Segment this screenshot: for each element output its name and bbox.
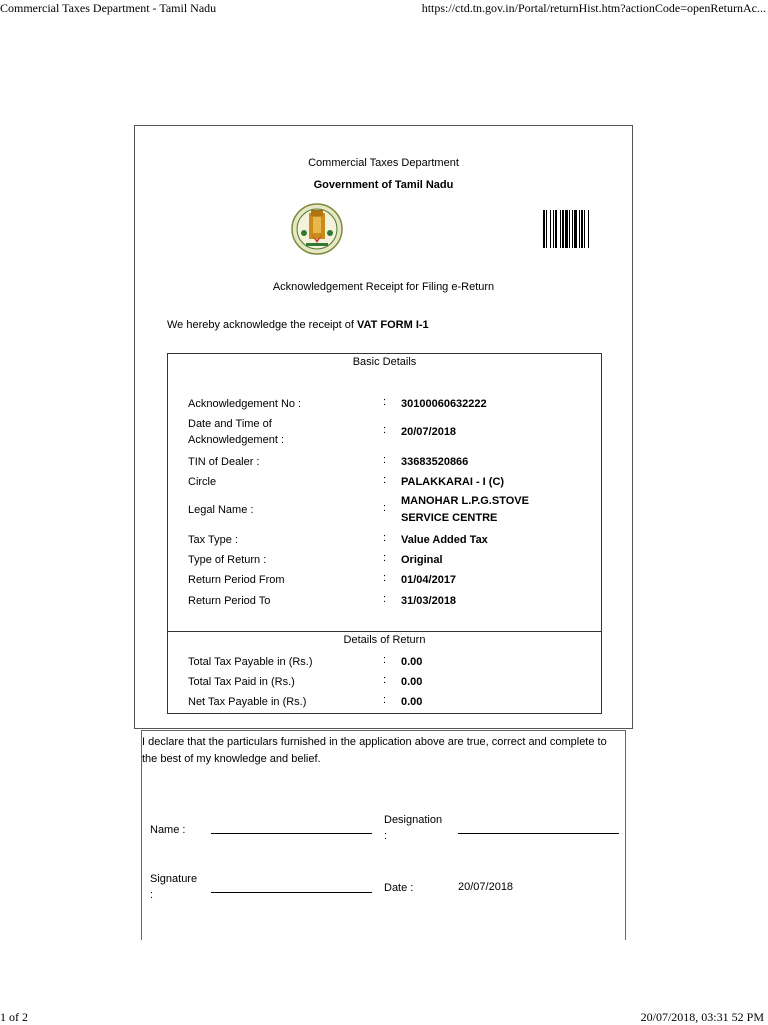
- barcode-bar: [581, 210, 583, 248]
- detail-value: Original: [401, 554, 443, 566]
- designation-label: Designation: [384, 814, 443, 826]
- detail-colon: :: [383, 654, 387, 666]
- detail-label: TIN of Dealer :: [188, 456, 260, 468]
- form-name: VAT FORM I-1: [356, 319, 429, 331]
- detail-value: MANOHAR L.P.G.STOVE SERVICE CENTRE: [401, 495, 529, 524]
- detail-colon: :: [383, 396, 387, 408]
- detail-label: Total Tax Paid in (Rs.): [188, 676, 295, 688]
- barcode-bar: [565, 210, 568, 248]
- detail-colon: :: [383, 694, 387, 706]
- barcode-bar: [553, 210, 554, 248]
- detail-colon: :: [383, 454, 387, 466]
- barcode-bar: [572, 210, 573, 248]
- detail-value: 20/07/2018: [401, 426, 457, 438]
- detail-value: 0.00: [401, 676, 423, 688]
- date-value: 20/07/2018: [458, 881, 514, 893]
- detail-value: 0.00: [401, 696, 423, 708]
- acknowledgement-statement: [167, 319, 429, 331]
- detail-label: Type of Return :: [188, 554, 267, 566]
- designation-colon: :: [384, 830, 388, 842]
- detail-label: Legal Name :: [188, 504, 254, 516]
- receipt-title: Acknowledgement Receipt for Filing e-Return: [272, 281, 495, 293]
- name-line: [211, 833, 372, 834]
- detail-value: 33683520866: [401, 456, 469, 468]
- detail-label: Acknowledgement No :: [188, 398, 302, 410]
- barcode-bar: [562, 210, 564, 248]
- detail-colon: :: [383, 593, 387, 605]
- detail-colon: :: [383, 552, 387, 564]
- barcode-bar: [555, 210, 557, 248]
- detail-colon: :: [383, 474, 387, 486]
- print-page-number: 1 of 2: [0, 1010, 28, 1024]
- name-label: Name :: [150, 824, 186, 836]
- signature-colon: :: [150, 889, 154, 901]
- detail-value: 0.00: [401, 656, 423, 668]
- print-page-title: Commercial Taxes Department - Tamil Nadu: [0, 1, 217, 15]
- detail-value: 01/04/2017: [401, 574, 457, 586]
- barcode-bar: [560, 210, 561, 248]
- section-divider: [168, 631, 601, 632]
- detail-label: Circle: [188, 476, 217, 488]
- date-label: Date :: [384, 882, 414, 894]
- designation-line: [458, 833, 619, 834]
- department-name: Commercial Taxes Department: [308, 157, 459, 169]
- detail-colon: :: [383, 532, 387, 544]
- acknowledgement-receipt: [134, 125, 633, 729]
- detail-value: PALAKKARAI - I (C): [401, 476, 505, 488]
- detail-label: Net Tax Payable in (Rs.): [188, 696, 307, 708]
- tamil-nadu-emblem-icon: [290, 203, 344, 255]
- barcode-icon: [543, 210, 622, 248]
- print-timestamp: 20/07/2018, 03:31 52 PM: [640, 1010, 764, 1024]
- declaration-text: I declare that the particulars furnished in the application above are true, correct and complete to the best of my knowledge and belief.: [142, 736, 607, 765]
- barcode-bar: [543, 210, 545, 248]
- detail-colon: :: [383, 572, 387, 584]
- detail-label: Return Period From: [188, 574, 285, 586]
- detail-value: Value Added Tax: [401, 534, 488, 546]
- detail-colon: :: [383, 424, 387, 436]
- details-box: [167, 353, 602, 714]
- barcode-bar: [579, 210, 580, 248]
- return-details-heading: Details of Return: [343, 634, 426, 646]
- detail-colon: :: [383, 674, 387, 686]
- barcode-bar: [588, 210, 589, 248]
- detail-label: Return Period To: [188, 595, 271, 607]
- print-url: https://ctd.tn.gov.in/Portal/returnHist.htm?actionCode=openReturnAc...: [421, 1, 766, 15]
- detail-label: Tax Type :: [188, 534, 238, 546]
- government-name: Government of Tamil Nadu: [313, 179, 454, 191]
- barcode-bar: [550, 210, 551, 248]
- detail-value: 31/03/2018: [401, 595, 457, 607]
- detail-value: 30100060632222: [401, 398, 487, 410]
- statement-prefix: We hereby acknowledge the receipt of: [167, 319, 357, 331]
- barcode-bar: [574, 210, 577, 248]
- signature-line: [211, 892, 372, 893]
- barcode-bar: [569, 210, 570, 248]
- detail-label: Total Tax Payable in (Rs.): [188, 656, 313, 668]
- detail-label: Date and Time of Acknowledgement :: [188, 418, 284, 446]
- barcode-bar: [546, 210, 547, 248]
- barcode-bar: [584, 210, 585, 248]
- detail-colon: :: [383, 502, 387, 514]
- basic-details-heading: Basic Details: [352, 356, 417, 368]
- declaration-box: [141, 730, 626, 940]
- signature-label: Signature: [150, 873, 198, 885]
